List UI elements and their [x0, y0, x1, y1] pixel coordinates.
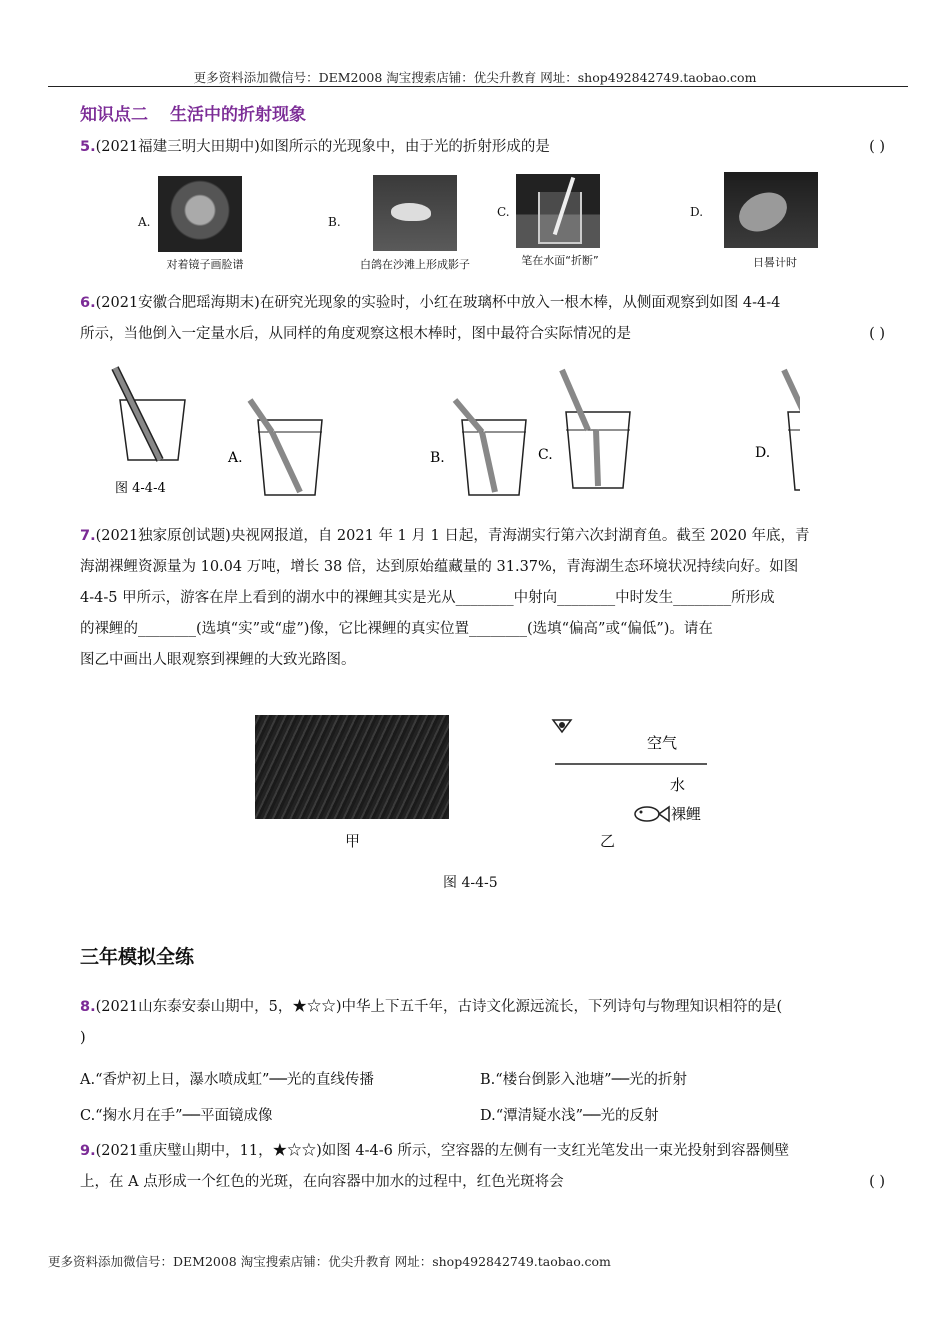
water-label: 水	[670, 776, 686, 794]
question-7	[80, 521, 885, 676]
figure-caption: 图 4-4-5	[443, 875, 498, 891]
option-label-c: C.	[497, 205, 510, 219]
photo-sundial	[724, 172, 818, 248]
reference-cup	[115, 368, 185, 460]
header-divider	[48, 86, 908, 87]
question-line-2: 所示，当他倒入一定量水后，从同样的角度观察这根木棒时，图中最符合实际情况的是	[80, 326, 631, 342]
question-number: 9.	[80, 1143, 96, 1159]
question-line-2: 海湖裸鲤资源量为 10.04 万吨，增长 38 倍，达到原始蕴藏量的 31.37%，青海湖生态环境状况持续向好。如图	[80, 559, 799, 575]
photo-dove-shadow	[373, 175, 457, 251]
option-label-a: A.	[138, 215, 151, 229]
option-label-b: B.	[328, 215, 341, 229]
question-9	[80, 1136, 885, 1198]
page-footer: 更多资料添加微信号：DEM2008 淘宝搜索店铺：优尖升教育 网址：shop492842749.taobao.com	[48, 1254, 611, 1269]
caption-d: 日晷计时	[753, 256, 797, 269]
question-line-1: (2021安徽合肥瑶海期末)在研究光现象的实验时，小红在玻璃杯中放入一根木棒，从侧面观察到如图 4-4-4	[95, 295, 781, 311]
answer-paren: ( )	[869, 1174, 885, 1190]
page-header: 更多资料添加微信号：DEM2008 淘宝搜索店铺：优尖升教育 网址：shop492842749.taobao.com	[193, 70, 757, 85]
question-line-2: 上，在 A 点形成一个红色的光斑，在向容器中加水的过程中，红色光斑将会	[80, 1174, 564, 1190]
option-b: B.“楼台倒影入池塘”──光的折射	[480, 1072, 688, 1088]
option-label-c: C.	[538, 447, 553, 463]
question-line-1: (2021独家原创试题)央视网报道，自 2021 年 1 月 1 日起，青海湖实行第六次封湖育鱼。截至 2020 年底，青	[95, 528, 810, 544]
photo-lake-fish	[255, 715, 449, 819]
section-name: 生活中的折射现象	[170, 105, 306, 125]
question-number: 7.	[80, 528, 96, 544]
question-number: 5.	[80, 139, 96, 155]
option-label-b: B.	[430, 450, 445, 466]
caption-c: 笔在水面“折断”	[521, 254, 599, 267]
air-label: 空气	[647, 734, 678, 752]
question-line-4: 的裸鲤的________(选填“实”或“虚”)像，它比裸鲤的真实位置________(选填“偏高”或“偏低”)。请在	[80, 621, 713, 637]
question-line-3: 4-4-5 甲所示，游客在岸上看到的湖水中的裸鲤其实是光从________中射向________中时发生________所形成	[80, 590, 775, 606]
option-d: D.“潭清疑水浅”──光的反射	[480, 1108, 659, 1124]
fish-icon	[635, 807, 669, 821]
option-label-d: D.	[690, 205, 704, 219]
photo-pen-in-water	[516, 174, 600, 248]
option-label-d: D.	[755, 445, 771, 461]
caption-a: 对着镜子画脸谱	[166, 258, 244, 271]
fish-label: 裸鲤	[671, 805, 702, 823]
question-number: 6.	[80, 295, 96, 311]
figure-a-label: 甲	[345, 832, 361, 850]
question-number: 8.	[80, 999, 96, 1015]
figure-light-path	[545, 712, 735, 852]
question-5	[80, 132, 885, 163]
cup-option-a	[250, 400, 322, 495]
option-a: A.“香炉初上日，瀑水喷成虹”──光的直线传播	[80, 1072, 374, 1088]
option-label-a: A.	[228, 450, 243, 466]
question-line-2: )	[80, 1030, 86, 1046]
question-line-1: (2021重庆璧山期中，11，★☆☆)如图 4-4-6 所示，空容器的左侧有一支红光笔发出一束光投射到容器侧壁	[95, 1143, 789, 1159]
question-8	[80, 992, 885, 1054]
answer-paren: ( )	[869, 326, 885, 342]
cup-option-c	[562, 370, 630, 488]
option-c: C.“掬水月在手”──平面镜成像	[80, 1108, 273, 1124]
figure-b-label: 乙	[600, 832, 616, 850]
figure-label: 图 4-4-4	[115, 481, 166, 496]
caption-b: 白鸽在沙滩上形成影子	[360, 258, 470, 271]
section-three-title: 三年模拟全练	[80, 946, 195, 968]
question-line-1: (2021山东泰安泰山期中，5，★☆☆)中华上下五千年，古诗文化源远流长，下列诗句与物理知识相符的是(	[95, 999, 783, 1015]
question-line-5: 图乙中画出人眼观察到裸鲤的大致光路图。	[80, 652, 356, 668]
cup-option-d	[784, 370, 800, 490]
photo-mirror-mask	[158, 176, 242, 252]
eye-icon	[553, 720, 571, 732]
question-6	[80, 288, 885, 350]
answer-paren: ( )	[869, 139, 885, 155]
cup-option-b	[455, 400, 526, 495]
question-text: (2021福建三明大田期中)如图所示的光现象中，由于光的折射形成的是	[95, 139, 550, 155]
section-title	[80, 100, 306, 125]
section-prefix: 知识点二	[80, 105, 148, 125]
figure-4-4-4	[100, 360, 800, 500]
